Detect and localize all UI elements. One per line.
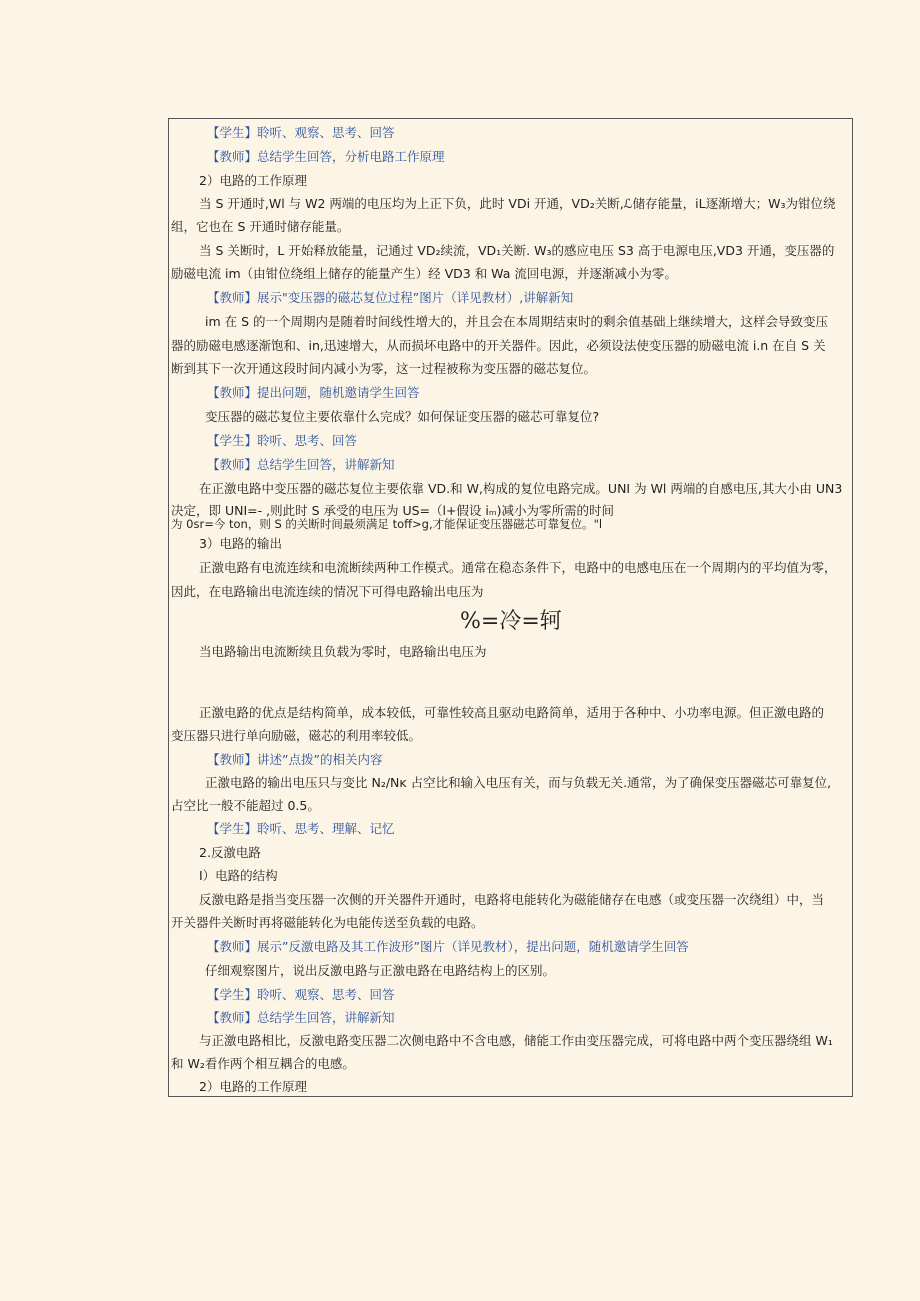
- paragraph-line: 为 0sr=今 ton，则 S 的关断时间最须满足 toff>g,才能保证变压器磁芯可靠复位。"l: [171, 517, 603, 531]
- paragraph-line: 和 W₂看作两个相互耦合的电感。: [171, 1056, 355, 1071]
- output-voltage-formula: %=冷=轲: [460, 609, 562, 634]
- paragraph-line: 正激电路有电流连续和电流断续两种工作模式。通常在稳态条件下，电路中的电感电压在一个周期内的平均值为零，: [199, 560, 837, 575]
- paragraph-line: 因此，在电路输出电流连续的情况下可得电路输出电压为: [171, 584, 484, 599]
- teacher-line: 【教师】展示”反激电路及其工作波形”图片（详见教材），提出问题，随机邀请学生回答: [207, 939, 689, 954]
- section-heading: I）电路的结构: [199, 868, 278, 883]
- paragraph-line: im 在 S 的一个周期内是随着时间线性增大的，并且会在本周期结束时的剩余值基础上继续增大，这样会导致变压: [205, 314, 829, 329]
- teacher-line: 【教师】总结学生回答，讲解新知: [207, 457, 395, 472]
- student-line: 【学生】聆听、观察、思考、回答: [207, 125, 395, 140]
- paragraph-line: 当电路输出电流断续且负载为零时，电路输出电压为: [199, 644, 487, 659]
- student-line: 【学生】聆听、思考、回答: [207, 433, 358, 448]
- paragraph-line: 占空比一般不能超过 0.5。: [171, 798, 320, 813]
- paragraph-line: 决定，即 UNI=- ,则此时 S 承受的电压为 US=（l+假设 iₘ)减小为零所需的时间: [171, 503, 615, 518]
- question-line: 仔细观察图片，说出反激电路与正激电路在电路结构上的区别。: [205, 963, 556, 978]
- teacher-line: 【教师】提出问题，随机邀请学生回答: [207, 385, 420, 400]
- paragraph-line: 正激电路的输出电压只与变比 N₂/Nᴋ 占空比和输入电压有关，而与负载无关.通常，为了确保变压器磁芯可靠复位,: [205, 775, 832, 790]
- paragraph-line: 与正激电路相比，反激电路变压器二次侧电路中不含电感，储能工作由变压器完成，可将电路中两个变压器绕组 W₁: [199, 1033, 833, 1048]
- paragraph-line: 断到其下一次开通这段时间内减小为零，这一过程被称为变压器的磁芯复位。: [171, 361, 597, 376]
- student-line: 【学生】聆听、观察、思考、回答: [207, 987, 395, 1002]
- paragraph-line: 器的励磁电感逐渐饱和、in,迅速增大，从而损坏电路中的开关器件。因此，必须设法使变压器的励磁电流 i.n 在自 S 关: [171, 338, 826, 353]
- paragraph-line: 反激电路是指当变压器一次侧的开关器件开通时，电路将电能转化为磁能储存在电感（或变压器一次绕组）中，当: [199, 892, 825, 907]
- teacher-line: 【教师】总结学生回答，讲解新知: [207, 1010, 395, 1025]
- paragraph-line: 变压器只进行单向励磁，磁芯的利用率较低。: [171, 728, 422, 743]
- paragraph-line: 组，它也在 S 开通时储存能量。: [171, 219, 350, 234]
- paragraph-line: 在正激电路中变压器的磁芯复位主要依靠 VD.和 W,构成的复位电路完成。UNI 为 Wl 两端的自感电压,其大小由 UN3: [199, 481, 843, 496]
- paragraph-line: 正激电路的优点是结构简单，成本较低，可靠性较高且驱动电路简单，适用于各种中、小功率电源。但正激电路的: [199, 705, 825, 720]
- section-heading: 3）电路的输出: [199, 536, 282, 551]
- teacher-line: 【教师】总结学生回答，分析电路工作原理: [207, 149, 445, 164]
- paragraph-line: 开关器件关断时再将磁能转化为电能传送至负载的电路。: [171, 915, 484, 930]
- section-heading: 2.反激电路: [199, 845, 261, 860]
- teacher-line: 【教师】讲述”点拨”的相关内容: [207, 752, 383, 767]
- student-line: 【学生】聆听、思考、理解、记忆: [207, 821, 395, 836]
- paragraph-line: 励磁电流 im（由钳位绕组上储存的能量产生）经 VD3 和 Wa 流回电源，并逐渐减小为零。: [171, 266, 677, 281]
- paragraph-line: 当 S 开通时,Wl 与 W2 两端的电压均为上正下负，此时 VDi 开通，VD₂关断,ℒ储存能量，iL逐渐增大；W₃为钳位绕: [199, 196, 836, 211]
- section-heading: 2）电路的工作原理: [199, 173, 307, 188]
- question-line: 变压器的磁芯复位主要依靠什么完成？如何保证变压器的磁芯可靠复位?: [205, 409, 600, 424]
- teacher-line: 【教师】展示"变压器的磁芯复位过程”图片（详见教材）,讲解新知: [207, 290, 574, 305]
- paragraph-line: 当 S 关断时，L 开始释放能量，记通过 VD₂续流，VD₁关断. W₃的感应电压 S3 高于电源电压,VD3 开通，变压器的: [199, 243, 835, 258]
- section-heading: 2）电路的工作原理: [199, 1079, 307, 1094]
